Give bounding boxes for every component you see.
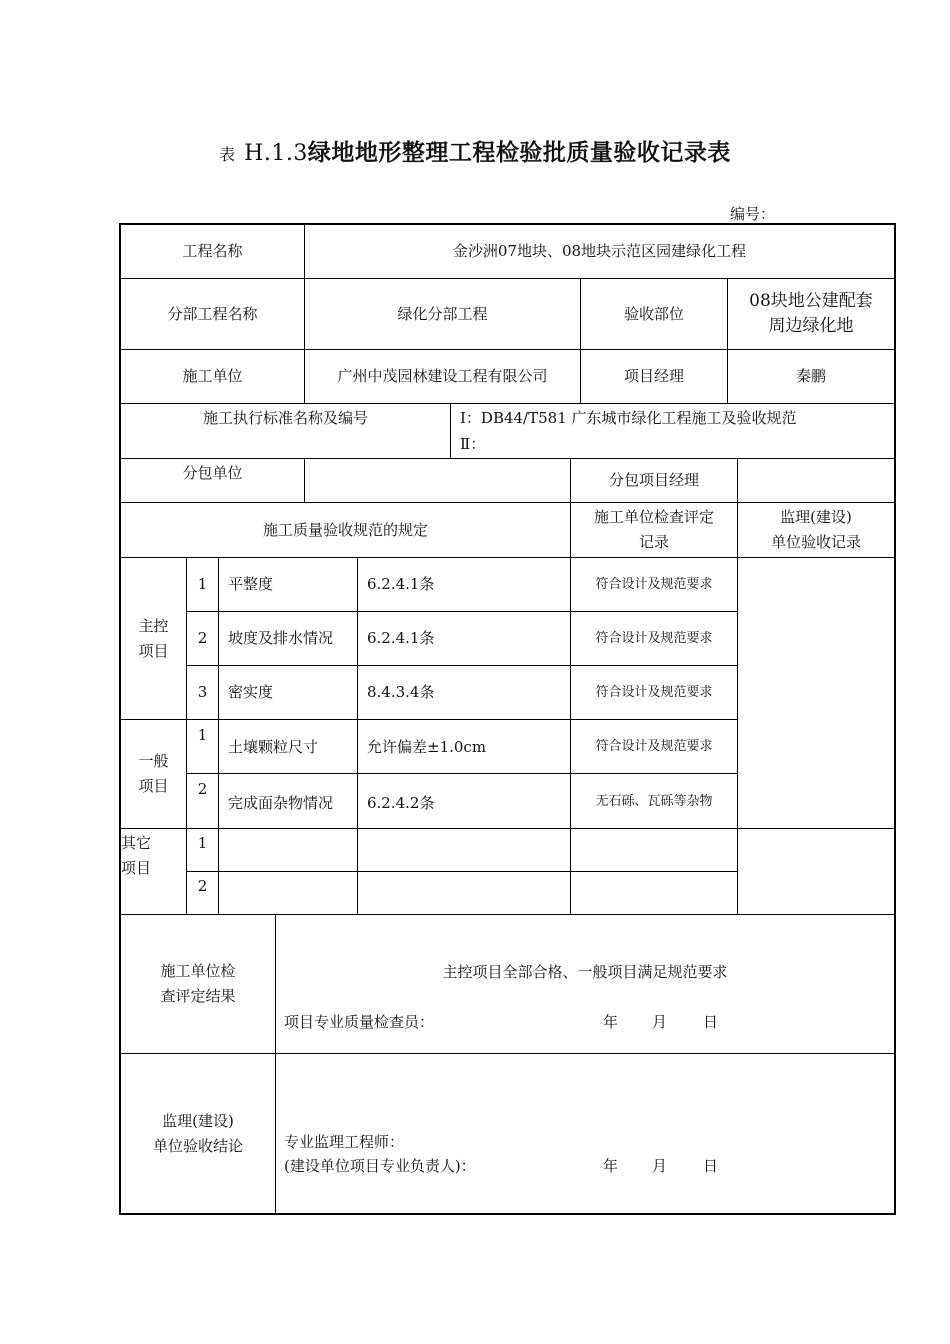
general-item-1-name: 土壤颗粒尺寸 [218, 719, 358, 774]
contractor-check-header [570, 502, 738, 558]
contractor-value: 广州中茂园林建设工程有限公司 [304, 349, 581, 404]
general-item-2-name: 完成面杂物情况 [218, 773, 358, 829]
title-prefix: 表 [219, 145, 236, 164]
main-item-3-no: 3 [186, 665, 219, 720]
supervisor-header [737, 502, 895, 558]
general-item-2-result: 无石砾、瓦砾等杂物 [570, 773, 738, 829]
sub-project-label: 分部工程名称 [120, 278, 305, 350]
contractor-check-header-line-2: 记录 [638, 533, 669, 551]
project-name-value: 金沙洲07地块、08地块示范区园建绿化工程 [304, 224, 895, 279]
supervisor-result-label [120, 1053, 276, 1214]
supervisor-month: 月 [652, 1157, 668, 1175]
subcontract-manager-value [737, 458, 895, 503]
supervisor-result-label-line-1: 监理(建设) [162, 1111, 234, 1130]
main-item-2-name: 坡度及排水情况 [218, 611, 358, 666]
main-item-1-no: 1 [186, 557, 219, 612]
supervisor-result-label-line-2: 单位验收结论 [152, 1136, 243, 1155]
supervisor-engineer: 专业监理工程师： [284, 1133, 405, 1151]
other-item-1-name [218, 828, 358, 872]
main-item-2-no: 2 [186, 611, 219, 666]
general-item-2-clause: 6.2.4.2条 [357, 773, 571, 829]
general-items-group-line-1: 一般 [138, 752, 169, 770]
standard-line-1: Ⅰ：DB44/T581 广东城市绿化工程施工及验收规范 [460, 409, 797, 427]
contractor-check-header-line-1: 施工单位检查评定 [593, 508, 714, 526]
location-value-line-1: 08块地公建配套 [749, 291, 873, 311]
other-items-group-line-1: 其它 [121, 834, 152, 852]
supervisor-year: 年 [603, 1157, 619, 1175]
project-manager-value: 秦鹏 [727, 349, 895, 404]
subcontractor-value [304, 458, 571, 503]
main-item-3-name: 密实度 [218, 665, 358, 720]
other-item-1-no: 1 [186, 828, 219, 872]
serial-number-label: 编号： [730, 205, 776, 223]
spec-header: 施工质量验收规范的规定 [120, 502, 571, 558]
general-items-group-line-2: 项目 [138, 777, 169, 795]
location-value [727, 278, 895, 350]
other-item-2-clause [357, 871, 571, 915]
main-items-group-line-1: 主控 [138, 616, 169, 635]
supervisor-record-main-general [737, 557, 895, 829]
supervisor-day: 日 [703, 1157, 719, 1175]
contractor-label: 施工单位 [120, 349, 305, 404]
contractor-conclusion: 主控项目全部合格、一般项目满足规范要求 [442, 963, 728, 981]
supervisor-record-other [737, 828, 895, 915]
supervisor-header-line-1: 监理(建设) [780, 508, 852, 526]
main-item-3-result: 符合设计及规范要求 [570, 665, 738, 720]
title-main: 绿地地形整理工程检验批质量验收记录表 [307, 139, 731, 166]
other-item-1-clause [357, 828, 571, 872]
other-item-1-result [570, 828, 738, 872]
main-items-group [120, 557, 187, 720]
contractor-result-label-line-2: 查评定结果 [160, 987, 236, 1005]
contractor-month: 月 [652, 1013, 668, 1031]
main-item-2-result: 符合设计及规范要求 [570, 611, 738, 666]
other-item-2-name [218, 871, 358, 915]
general-item-2-no: 2 [186, 773, 219, 829]
supervisor-header-line-2: 单位验收记录 [770, 533, 861, 551]
main-item-1-clause: 6.2.4.1条 [357, 557, 571, 612]
contractor-result-label [120, 914, 276, 1054]
main-item-1-name: 平整度 [218, 557, 358, 612]
title-code: H.1.3 [244, 141, 308, 166]
location-value-line-2: 周边绿化地 [768, 316, 854, 336]
subcontract-manager-label: 分包项目经理 [570, 458, 738, 503]
general-item-1-result: 符合设计及规范要求 [570, 719, 738, 774]
contractor-result-label-line-1: 施工单位检 [160, 962, 236, 980]
page-title [0, 134, 950, 167]
general-item-1-no: 1 [186, 719, 219, 774]
project-name-label: 工程名称 [120, 224, 305, 279]
other-item-2-no: 2 [186, 871, 219, 915]
general-item-1-clause: 允许偏差±1.0cm [357, 719, 571, 774]
main-items-group-line-2: 项目 [138, 641, 169, 660]
contractor-year: 年 [603, 1013, 619, 1031]
main-item-2-clause: 6.2.4.1条 [357, 611, 571, 666]
other-item-2-result [570, 871, 738, 915]
owner-representative: (建设单位项目专业负责人)： [284, 1157, 476, 1175]
general-items-group [120, 719, 187, 829]
standard-label: 施工执行标准名称及编号 [120, 403, 451, 459]
standard-line-2: Ⅱ： [460, 435, 486, 453]
location-label: 验收部位 [580, 278, 728, 350]
contractor-day: 日 [703, 1013, 719, 1031]
project-manager-label: 项目经理 [580, 349, 728, 404]
other-items-group-line-2: 项目 [121, 859, 152, 877]
subcontractor-label: 分包单位 [120, 458, 305, 503]
sub-project-value: 绿化分部工程 [304, 278, 581, 350]
other-items-group [120, 828, 187, 915]
main-item-1-result: 符合设计及规范要求 [570, 557, 738, 612]
contractor-inspector: 项目专业质量检查员： [284, 1013, 435, 1031]
main-item-3-clause: 8.4.3.4条 [357, 665, 571, 720]
